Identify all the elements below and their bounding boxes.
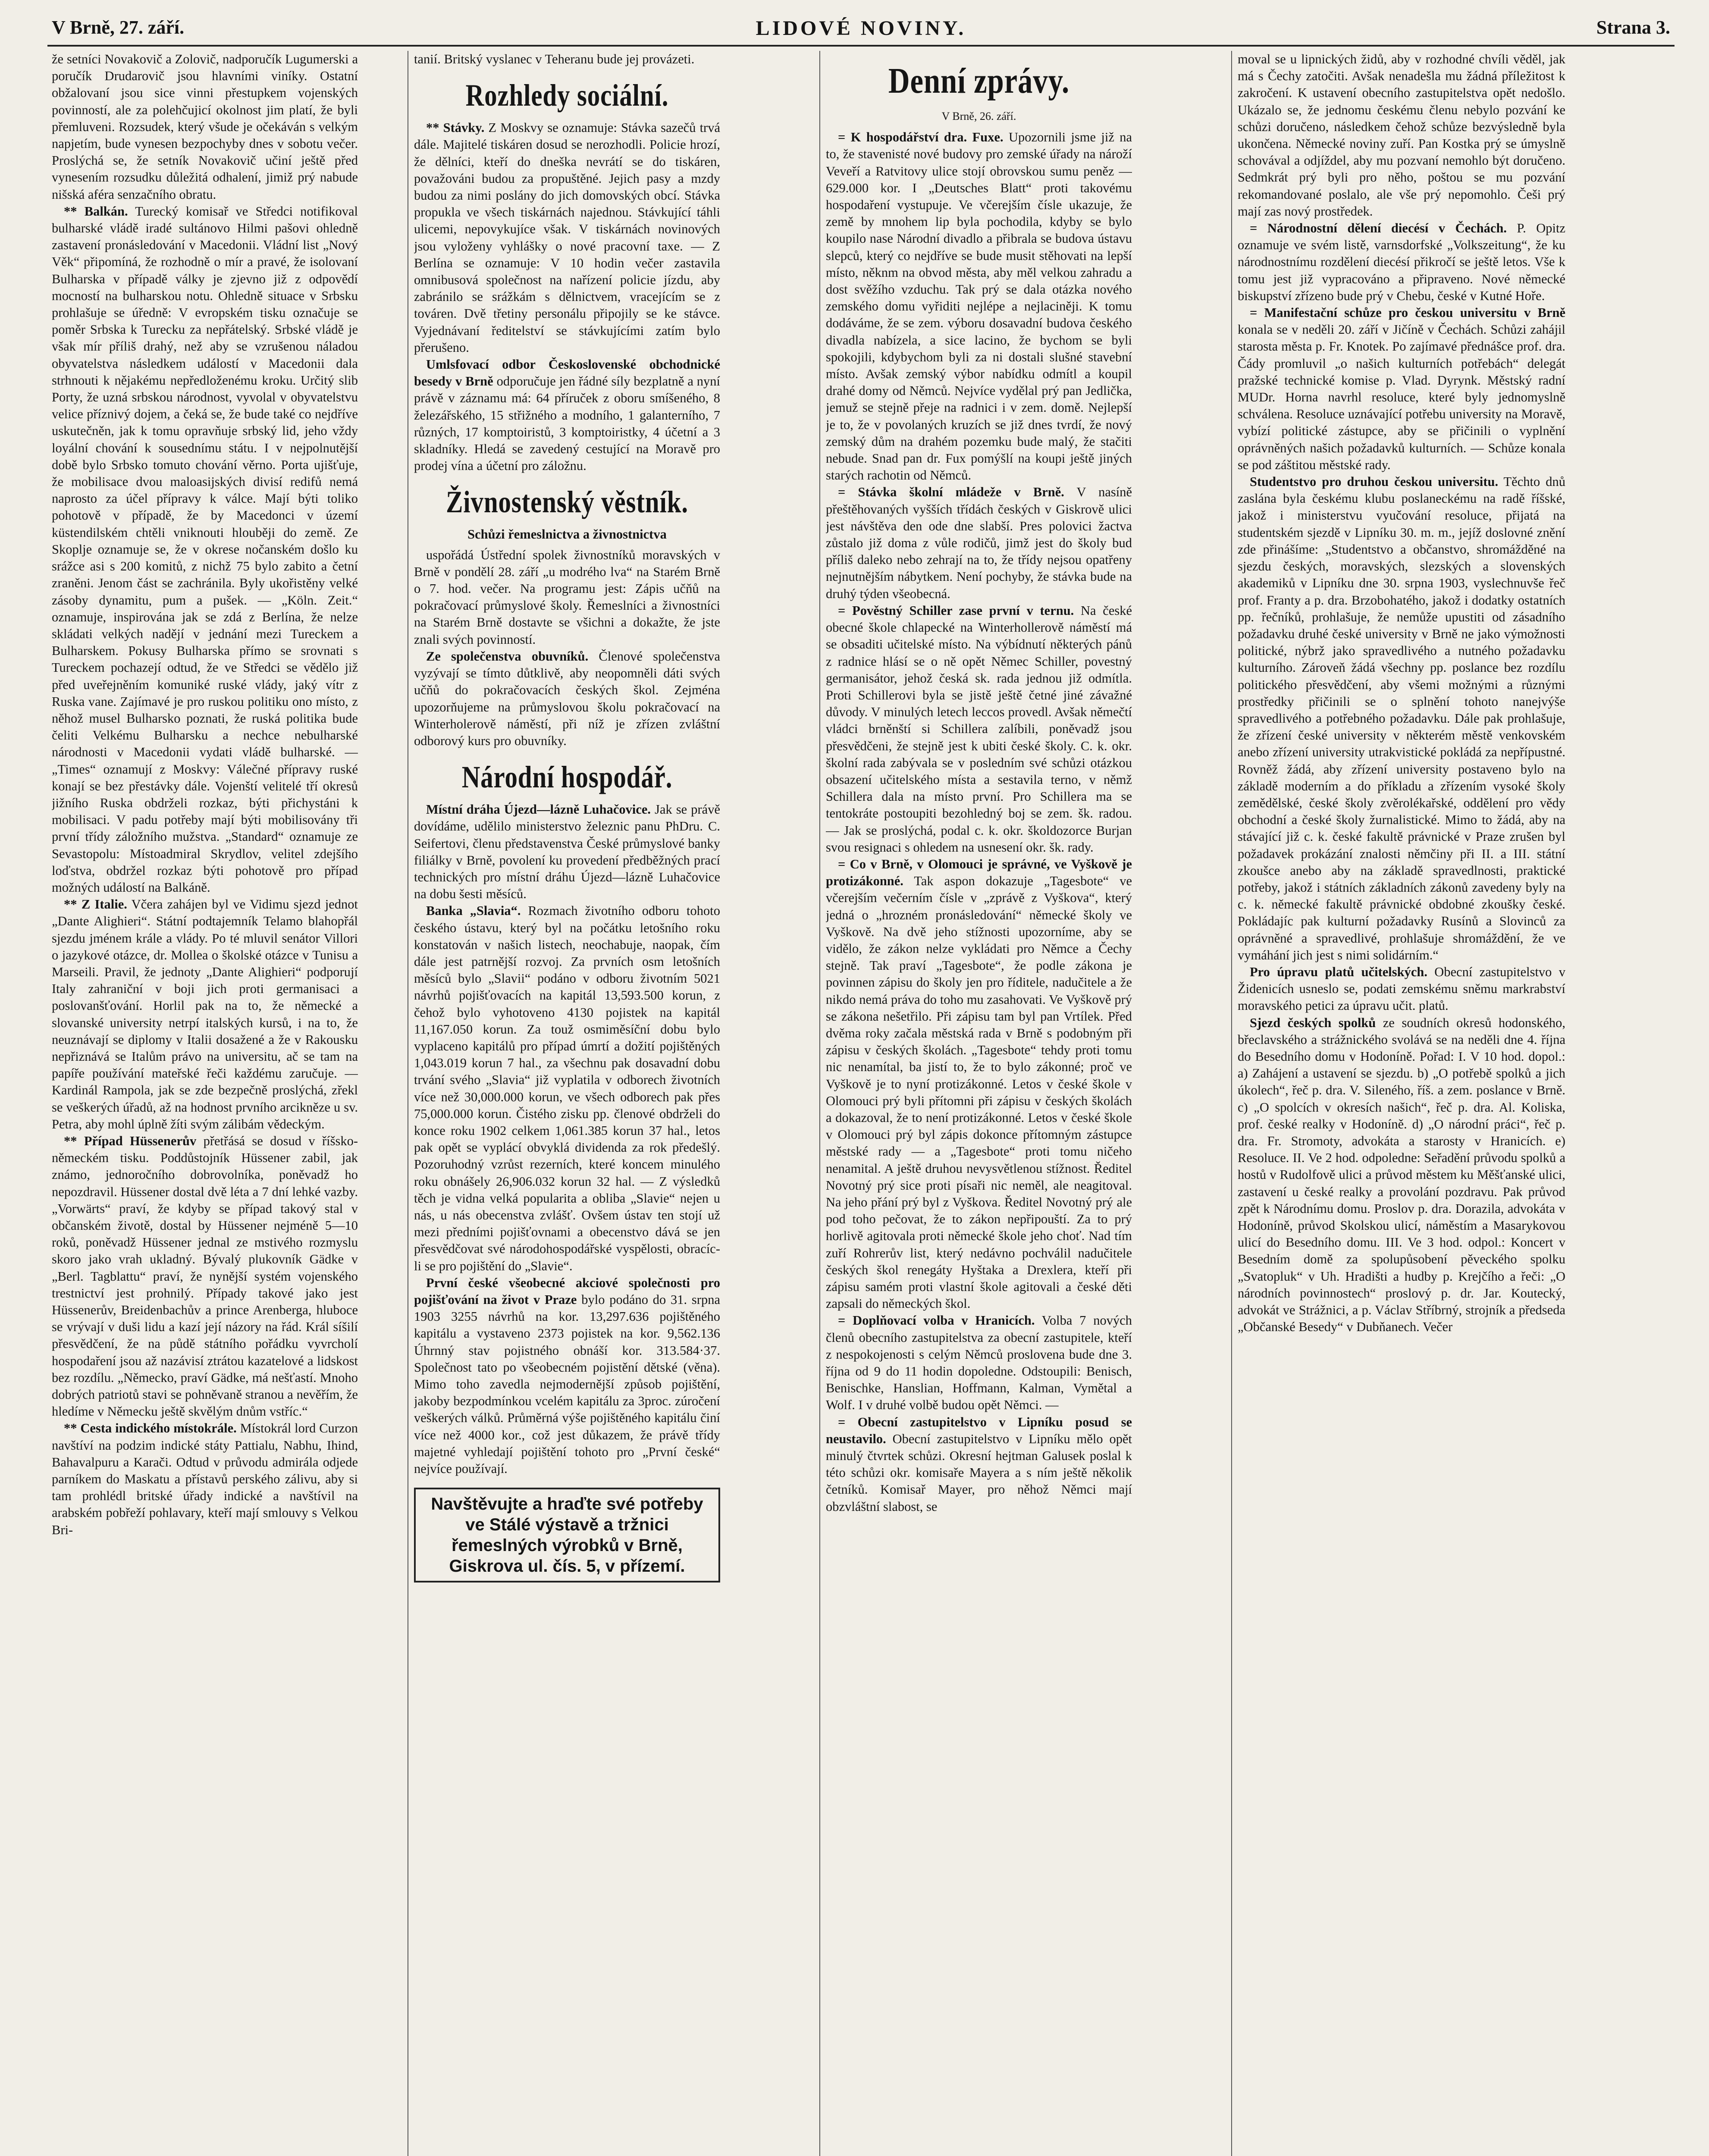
header-date: V Brně, 27. září. (52, 17, 185, 38)
article-heading: ** Případ Hüssenerův (64, 1134, 197, 1148)
article-slavia (414, 903, 720, 1274)
column-divider (819, 51, 820, 2156)
article-heading: První české všeobecné akciové společnosti pro pojišťování na život v Praze (414, 1275, 720, 1307)
section-title-denni: Denní zprávy. (888, 61, 1070, 101)
article-lipnik (826, 1414, 1132, 1515)
article-platy (1238, 964, 1565, 1015)
article-continuation: moval se u lipnických židů, aby v rozhodné chvíli věděl, jak má s Čechy zatočiti. Avšak nenadešla mu žádná příležitost k zakročení. K ustavení obecního zastupitelstva opět nedošlo. Ukázalo se, že jednomu českému členu nebylo pozvání ke schůzi doručeno, následkem čehož schůze bezvýsledně byla ukončena. Německé noviny zuří. Pan Kostka prý se úmyslně schovával a odjíždel, aby mu pozvaní nemohlo být doručeno. Sedmkrát prý byli pro něho, poštou se mu pozvání rekomandované poslalo, ale vše prý nepomohlo. Češi prý mají zas nový prostředek. (1238, 52, 1565, 219)
article-heading: Místní dráha Újezd—lázně Luhačovice. (426, 802, 651, 817)
article-stavky (414, 119, 720, 356)
article-heading: ** Stávky. (426, 120, 485, 135)
article-body: Včera zahájen byl ve Vidimu sjezd jednot „Dante Alighieri“. Státní podtajemník Telamo blahopřál sjezdu jménem krále a vlády. Po té mluvil senátor Villori o jazykové otázce, dr. Mollea o školské otázce v Tunisu a Marseili. Pravil, že jednoty „Dante Alighieri“ podporují Italy zahraniční v boji jich proti germanisaci a poslovanšťování. Horlil pak na to, že německé a slovanské university netrpí italských kursů, i na to, že neuznávají se diplomy v Italii dosažené a že v Rakousku nepřiznává se Italům právo na universitu, ač se tam na papíře používání mateřské řeči každému zaručuje. — Kardinál Rampola, jak se zde bezpečně proslýchá, zřekl se veškerých úřadů, až na hodnost prvního arcikněze u sv. Petra, aby mohl úplně žíti svým zálibám vědeckým. (52, 897, 358, 1131)
article-heading: Pro úpravu platů učitelských. (1250, 964, 1427, 979)
article-draha (414, 801, 720, 903)
article-body: Tak aspon dokazuje „Tagesbote“ ve včerejším večerním čísle v „zprávě z Vyškova“, který jedná o „hrozném pronásledování“ německé školy ve Vyškově. Na dvě jeho stížnosti upozorníme, aby se vidělo, že zákon nelze vykládati pro Němce a Čechy stejně. Tak praví „Tagesbote“, že podle zákona je povinnen zápisu do školy jen pro říditele, nadučitele a že nikdo nemá práva do toho mu zasahovati. Ve Vyškově prý se zákona nešetřilo. Při zápisu tam byl pan Vrtílek. Před dvěma roky začala městská rada v Brně s podobným při zápisu v českých školách. „Tagesbote“ tehdy proti tomu nic nenamítal, ba jistí to, že to bylo zákonné; proč ve Vyškově je to nyní protizákonné. Letos v české škole v Olomouci prý byli přítomni při zápisu v českých školách a dokazoval, že to není protizákonné. Letos v české škole v Olomouci prý byl zápis dokonce přítomným zástupce městské rady — a „Tagesbote“ proti tomu ničeho nenamital. A ještě druhou nevysvětlenou stížnost. Ředitel Novotný prý sice proti písaři nic neměl, ale neagitoval. Na jeho přání prý byl z Vyškova. Ředitel Novotný prý ale pod toho pečovat, že to zákon nepřipouští. Za to prý horlivě agitovala proti německé škole jeho choť. Nad tím zuří Rohrerův list, který nedávno pochválil nadučitele českých škol renegáty Hyštaka a Drexlera, kteří při zápisu samém proti vlastní škole agitovali a české děti zapsali do německých škol. (826, 874, 1132, 1311)
column-2 (414, 51, 720, 2156)
article-heading: Banka „Slavia“. (426, 903, 521, 918)
article-body: Obecní zastupitelstvo v Lipníku mělo opět minulý čtvrtek schůzi. Okresní hejtman Galusek poslal k této schůzi okr. komisaře Mayera a s ním ještě několik četníků. Komisař Mayer, pro něhož Němci mají obzvláštní slabost, se (826, 1431, 1132, 1514)
header-rule (47, 45, 1675, 47)
article-body: konala se v neděli 20. září v Jičíně v Čechách. Schůzi zahájil starosta města p. Fr. Knotek. Po zajímavé přednášce prof. dra. Čády promluvil „o našich kulturních potřebách“ delegát pražské technické komise p. Vlad. Dyrynk. Městský radní MUDr. Horna navrhl resoluce, které byly jednomyslně schválena. Resoluce uznávající potřebu university na Moravě, vybízí politické zástupce, aby se přičinili o vyplnění oprávněných našich požadavků kulturních. — Schůze konala se pod záštitou městské rady. (1238, 322, 1565, 472)
article-fux (826, 129, 1132, 484)
article-body: Členové společenstva vyzývají se tímto důtklivě, aby neopomněli dáti svých učňů do pokračovacích českých škol. Zejména upozorňujeme na průmyslovou školu pokračovací na Winterholerově náměstí, při níž je zřízen zvláštní odborový kurs pro obuvníky. (414, 649, 720, 748)
article-heading: Ze společenstva obuvníků. (426, 649, 589, 664)
section-title-narodni: Národní hospodář. (461, 760, 673, 795)
article-body: Těchto dnů zaslána byla českému klubu poslaneckému na radě říšské, jakož i ministerstvu vyučování resoluce, přijatá na studentském sjezdě v Lipníku 30. m. m., jejíž doslovné znění zde přinášíme: „Studentstvo a občanstvo, shromážděné na sjezdu českých, moravských, slezských a slovenských akademiků v Lipníku dne 30. srpna 1903, vyslechnuvše řeč prof. Franty a p. dra. Brzobohatého, jakož i dodatky ostatních pp. řečníků, prohlašuje, že nemůže upustiti od zásadního požadavku druhé české university v Brně ne jako výmožnosti politické, nýbrž jako spravedlivého a nutného požadavku kulturního. Zároveň žádá všechny pp. poslance bez rozdílu politického přesvědčení, aby všemi možnými a různými prostředky přičinili se o splnění tohoto nanejvýše spravedlivého a potřebného požadavku. Dále pak prohlašuje, že zřízení české university v některém městě venkovském anebo zřízení university utrakvistické pokládá za nepřípustné. Rovněž žádá, aby zřízení university postaveno bylo na základě moderním a do příkladu a zřízením vysoké školy zemědělské, české školy zvěrolékařské, oddělení pro vědy obchodní a české školy žurnalistické. Mimo to žádá, aby na stávající již c. k. české fakultě právnické v Praze zrušen byl požadavek prokázání znalosti němčiny při II. a III. státní zkoušce anebo aby na základě spravedlnosti, praktické potřeby, jakož i státních základních zákonů zavedeny byly na c. k. německé fakultě právnické obdobné zkoušky české. Pokládajíc pak kulturní požadavky Rusínů a Slovinců za oprávněné a spravedlivé, prohlašuje shromáždění, že ve vymáhání jich jest s nimi solidárním.“ (1238, 474, 1565, 962)
article-indie (52, 1420, 358, 1538)
article-body: uspořádá Ústřední spolek živnostníků moravských v Brně v pondělí 28. září „u modrého lva“ na Starém Brně o 7. hod. večer. Na programu jest: Zápis učňů na pokračovací průmyslové školy. Řemeslníci a živnostníci na Starém Brně dostavte se všichni a dokažte, že jste znali svých povinností. (414, 547, 720, 647)
article-heading: Sjezd českých spolků (1250, 1015, 1376, 1030)
section-title-social: Rozhledy sociální. (465, 78, 669, 113)
article-dieces (1238, 220, 1565, 304)
article-balkan (52, 203, 358, 896)
article-hussener (52, 1133, 358, 1420)
article-body: Místokrál lord Curzon navštíví na podzim indické státy Pattialu, Nabhu, Ihind, Bahavalpuru a Karači. Odtud v průvodu admirála odjede parníkem do Maskatu a přístavů perského zálivu, aby si tam prohlédl britské úřady indické a navštívil na arabském pobřeží pohlavary, kteří mají smlouvy s Velkou Bri- (52, 1421, 358, 1537)
article-heading: = Pověstný Schiller zase první v ternu. (838, 603, 1074, 618)
article-manif (1238, 304, 1565, 473)
section-title-zivnost: Živnostenský věstník. (446, 485, 688, 520)
article-italie (52, 896, 358, 1133)
article-body: V nasíně přeštěhovaných vyšších třídách českých v Giskrově ulici jest návštěva den ode dne slabší. Pres polovici žactva zůstalo již doma z vůle rodičů, jimž jest do školy bud příliš daleko nebo zehrají na to, že třídy nejsou opatřeny nejnutnějším nábytkem. Není pochyby, že stávka bude na druhý týden všeobecná. (826, 485, 1132, 601)
article-heading: = Stávka školní mládeže v Brně. (838, 485, 1064, 500)
article-body: přetřásá se dosud v říšsko-německém tisku. Poddůstojník Hüssener zabil, jak známo, jednoročního dobrovolníka, poněvadž ho nepozdravil. Hüssener dostal dvě léta a 7 dní lehké vazby. „Vorwärts“ praví, že kdyby se případ takový stal v občanském životě, dostal by Hüssener nejméně 5—10 roků, poněvadž Hüssener jednal ze mstivého rozmyslu skoro jako vrah ukladný. Bývalý plukovník Gädke v „Berl. Tagblattu“ praví, že nynější systém vojenského trestnictví jest prohnilý. Případy takové jako jest Hüssenerův, Breidenbachův a prince Arenberga, hluboce se vrývají v duši lidu a kazí její názory na řád. Král síšilí přesvědčení, že na půdě státního pořádku vyvrcholí hospodaření jsou až nazávisí ztrátou kazatelové a lidskost bez rozdílu. „Německo, praví Gädke, má nešťastí. Mnoho dobrých patriotů stavi se pohněvaně stranou a nevěřím, že hledíme v Německu ještě skvělým dnům vstříc.“ (52, 1134, 358, 1419)
article-heading: = Doplňovací volba v Hranicích. (838, 1313, 1035, 1328)
article-umluv (414, 356, 720, 474)
page-number: Strana 3. (1596, 17, 1670, 38)
article-body: Jak se právě dovídáme, udělilo ministerstvo železnic panu PhDru. C. Seifertovi, členu představenstva České průmyslové banky filiálky v Brně, povolení ku provedení předběžných prací technických pro místní dráhu Újezd—lázně Luhačovice na dobu šesti měsíců. (414, 802, 720, 902)
article-heading: = K hospodářství dra. Fuxe. (838, 130, 1003, 145)
article-continuation: tanií. Britský vyslanec v Teheranu bude jej provázeti. (414, 52, 695, 66)
article-body: Volba 7 nových členů obecního zastupitelstva za obecní zastupitele, kteří z nespokojenosti s celým Němců proslovena bude dne 3. října od 9 do 11 hodin dopoledne. Odstoupili: Benisch, Benischke, Hanslian, Hoffmann, Kalman, Vymětal a Wolf. I v druhé volbě budou opět Němci. — (826, 1313, 1132, 1413)
article-heading: ** Balkán. (64, 204, 128, 219)
page-header (52, 16, 1670, 42)
article-schiller (826, 602, 1132, 856)
article-heading: Umlsfovací odbor Československé obchodnické besedy v Brně (414, 357, 720, 389)
article-olomouc (826, 856, 1132, 1312)
column-4 (1238, 51, 1565, 2156)
article-heading: = Manifestační schůze pro českou universitu v Brně (1250, 305, 1565, 320)
article-heading: = Co v Brně, v Olomouci je správné, ve Vyškově je protizákonné. (826, 856, 1132, 889)
article-body: Rozmach životního odboru tohoto českého ústavu, který byl na počátku letošního roku konstatován v našich listech, neochabuje, naopak, čím dále jest patrnější rozvoj. Za prvních osm letošních měsíců bylo „Slavii“ podáno v odboru životním 5021 návrhů pojišťovacích na kapitál 13,593.500 korun, z čehož bylo vyhotoveno 4130 pojistek na kapitál 11,167.050 korun. Za touž osmiměsíční dobu bylo vyplaceno kapitálů pro případ úmrtí a dožití pojištěných 1,043.019 korun 7 hal., za všechnu pak dosavadní dobu trvání svého „Slavia“ již vyplatila v odborech životních více než 30,000.000 korun, ve všech odborech pak přes 75,000.000 korun. Čistého zisku pp. členové obdrželi do konce roku 1902 celkem 1,061.385 korun 37 hal., letos pak opět se vyplácí obvyklá dividenda za rok předešlý. Pozoruhodný vzrůst rezerních, které koncem minulého roku obnášely 26,906.032 korun 32 hal. — Z výsledků těch je vidna velká popularita a obliba „Slavie“ nejen u nás, u nás obecenstva zvlášť. Ovšem ústav ten stojí už mezi předními pojišťovnami a obecenstvo dává se jen přesvědčovat své národohospodářské vyspělosti, obracíc-li se pro pojištění do „Slavie“. (414, 903, 720, 1273)
article-studenti (1238, 473, 1565, 964)
article-heading: Studentstvo pro druhou českou universitu. (1250, 474, 1499, 489)
article-prvni (414, 1275, 720, 1477)
article-body: Turecký komisař ve Středci notifikoval bulharské vládě iradé sultánovo Hilmi pašovi ohledně zastavení pronásledování v Macedonii. Vládní list „Nový Věk“ připomíná, že rozhodně o mír a pravé, že isolovaní Bulharska v případě války je zjevno již z odpovědí mocností na bulharskou notu. Ohledně situace v Srbsku prohlašuje se úředně: V evropském tisku označuje se poměr Srbska k Turecku za nepřátelský. Srbské vládě je však mír příliš drahý, než aby se vzrušenou náladou obyvatelstva následkem událostí v Macedonii dala strhnouti k nějakému nepředloženému kroku. Určitý slib Porty, že uzná srbskou národnost, vyvolal v obyvatelstvu velice příznivý dojem, a čeká se, že bude také co nejdříve uskutečněn, jak k tomu opravňuje srbský lid, jeho vždy loyální chování k sousednímu státu. I v nejpolnutější době bylo Srbsko tomuto chování věrno. Porta ujišťuje, že mobilisace dvou maloasijských divisí redifů nemá naprosto za účel přípravy k válce. Mají býti toliko pohotově v případě, že by Macedonci v území küstendilském chtěli vniknouti hlouběji do země. Ze Skoplje oznamuje se, že v okrese nočanském došlo ku srážce asi s 200 komitů, z nichž 75 bylo zabito a četní zraněni. Jenom část se zachránila. Byly ukořistěny velké zásoby dynamitu, pum a pušek. — „Köln. Zeit.“ oznamuje, inspirována jak se zdá z Berlína, že nelze skládati velkých nadějí v jednání mezi Tureckem a Bulharskem. Pokusy Bulharska přímo se srovnati s Tureckem pochazejí odtud, že ve Středci se vědělo již před uveřejněním komuniké ruské vlády, jaký vítr z Ruska vane. Zajímavé je pro ruskou politiku ono místo, z něhož musel Bulharsko poznati, že ruská politika bude čeliti Velkému Bulharsku a nechce nebulharské národnosti v Macedonii vydati vládě bulharské. — „Times“ oznamují z Moskvy: Válečné přípravy ruské konají se bez přestávky dále. Vojenští velitelé tří okresů jižního Ruska obdrželi rozkaz, býti přichystáni k mobilisaci. V padu potřeby mají býti mobilisovány tři první třídy záložního mužstva. „Standard“ oznamuje ze Sevastopolu: Místoadmiral Skrydlov, velitel zdejšího loďstva, obdržel rozkaz býti pohotově pro případ možných událostí na Balkáně. (52, 204, 358, 895)
column-divider (1231, 51, 1232, 2156)
article-heading: = Národnostní dělení diecésí v Čechách. (1250, 221, 1507, 236)
article-obuvnik (414, 648, 720, 749)
article-hranice (826, 1312, 1132, 1413)
article-body: Z Moskvy se oznamuje: Stávka sazečů trvá dále. Majitelé tiskáren dosud se nerozhodli. Policie hrozí, že dělníci, kteří do dneška nevrátí se do tiskáren, považováni budou za propuštěné. Jejich pasy a mzdy budou za nimi poslány do jich domovských obcí. Stávka propukla ve všech tiskárnách najednou. Stávkující táhli ulicemi, nepovykujíce však. V tiskárnách novinových jsou vyloženy vyhlášky o nové pracovní taxe. — Z Berlína se oznamuje: V 10 hodin večer zastavila omnibusová společnost na nařízení policie jízdu, aby zabránilo se srážkám s dělnictvem, vracejícím se z továren. Dvě třetiny personálu připojily se ke stávce. Vyjednávaní ředitelství se stávkujícími zatím bylo přerušeno. (414, 120, 720, 355)
newspaper-title: LIDOVÉ NOVINY. (756, 17, 966, 40)
article-sjezd (1238, 1015, 1565, 1336)
article-body: Obecní zastupitelstvo v Židenicích usneslo se, podati zemskému sněmu markrabství moravského petici za úpravu učit. platů. (1238, 964, 1565, 1013)
dateline: V Brně, 26. září. (941, 110, 1016, 122)
article-heading: ** Z Italie. (64, 897, 127, 912)
article-stavka (826, 484, 1132, 602)
advertisement-box: Navštěvujte a hraďte své potřeby ve Stálé výstavě a tržnici řemeslných výrobků v Brně, Giskrova ul. čís. 5, v přízemí. (414, 1488, 720, 1583)
column-3 (826, 51, 1132, 2156)
article-heading: Schůzi řemeslnictva a živnostnictva (467, 527, 667, 542)
article-body: P. Opitz oznamuje ve svém listě, varnsdorfské „Volkszeitung“, že ku národnostnímu rozdělení diecésí přikročí se ještě letos. Vše k tomu jest již vypracováno a připraveno. Nové německé biskupství zřízeno bude prý v Chebu, české v Kutné Hoře. (1238, 221, 1565, 303)
article-body: ze soudních okresů hodonského, břeclavského a strážnického svolává se na neděli dne 4. října do Besedního domu v Hodoníně. Pořad: I. V 10 hod. dopol.: a) Zahájení a ustavení se sjezdu. b) „O potřebě spolků a jich úkolech“, řeč p. dra. V. Sileného, říš. a zem. poslance v Brně. c) „O spolcích v okresích našich“, řeč p. dra. Al. Koliska, prof. české realky v Hodoníně. d) „O národní práci“, řeč p. dra. Fr. Stromoty, advokáta a starosty v Hranicích. e) Resoluce. II. Ve 2 hod. odpoledne: Seřadění průvodu spolků a hostů v Rudolfově ulici a průvod městem ku Měšťanské ulici, zastavení u české realky a provolání pozdravu. Pak průvod zpět k Národnímu domu. Proslov p. dra. Dorazila, advokáta v Hodoníně, průvod Skolskou ulicí, náměstím a Masarykovou ulicí do Besedního domu. III. Ve 3 hod. odpol.: Koncert v Besedním domě za spolupůsobení pěveckého spolku „Svatopluk“ v Uh. Hradišti a hudby p. Krejčího a řeči: „O národních povinnostech“ proslový p. dr. Jar. Koutecký, advokát ve Strážnici, a p. Václav Stříbrný, strojník a předseda „Občanské Besedy“ v Dubňanech. Večer (1238, 1015, 1565, 1335)
article-continuation: že setníci Novakovič a Zolovič, nadporučík Lugumerski a poručík Drudarovič jsou hlavními viníky. Ostatní obžalovaní jsou sice vinni přestupkem vojenských povinností, ale za polehčujicí okolnost jim platí, že byli přemluveni. Rozsudek, který všude je očekáván s velkým napjetím, bude vynesen bezpochyby dnes v sobotu večer. Proslýchá se, že setník Novakovič učiní ještě před vynesením rozsudku důležitá odhalení, jimiž prý nabude nišská aféra senzačního obratu. (52, 52, 358, 202)
article-body: Upozornili jsme již na to, že stavenisté nové budovy pro zemské úřady na nároží Veveří a Ratvitovy ulice stojí obrovskou sumu peněz — 629.000 kor. I „Deutsches Blatt“ proti takovému hospodaření vystupuje. Ve včerejším čísle ukazuje, že země by mnohem lip byla pochodila, kdyby se bylo koupilo nase Národní divadlo a přibrala se budova ústavu slepců, který co nejdříve se bude musit stěhovati na lepší místo, něknm na obvod města, aby měl velkou zahradu a dost svěžího vzduchu. Tak prý se dala otázka nového zemského domu vyřiditi nejlépe a nejlaciněji. K tomu dodáváme, že se zem. výboru dosavadní budova českého divadla nabízela, a sice lacino, že bychom se byli spokojili, kdybychom byli za ni dostali slušné stavební místo. Avšak zemský výbor nabídku odmítl a koupil drahé domy od Němců. Nejvíce vydělal prý pan Jedlička, jemuž se stejně přeje na radnici i v zem. domě. Nejlepší je to, že v povolaných kruzích se již dnes tvrdí, že nový zemský dům na drahém pozemku bude malý, že stačiti nebude. Snad pan dr. Fux pomýšlí na koupi ještě jiných starých rachotin od Němců. (826, 130, 1132, 483)
article-body: Na české obecné škole chlapecké na Winterhollerově náměstí má se obsaditi učitelské místo. Na výbídnutí některých pánů z radnice hlásí se o ně opět Němec Schiller, povestný germanisátor, jehož česká sk. rada jednou již odmítla. Proti Schillerovi byla se jistě ještě četné jiné závažné důvody. V minulých letech leccos provedl. Avšak němečtí vládci brněnští si Schillera zalíbili, poněvadž jsou přesvědčeni, že stejně jest k ubiti české školy. C. k. okr. školní rada zabývala se v posledním své schůzi otázkou obsazení učitelského místa a sestavila terno, v němž Schillera dala na místo první. Pro Schillera ma se tentokráte postoupiti bezohledný boj se zem. šk. radou. — Jak se proslýchá, podal c. k. okr. školdozorce Burjan svou resignaci s ohledem na usnesení okr. šk. rady. (826, 603, 1132, 855)
article-heading: ** Cesta indického místokrále. (64, 1421, 237, 1436)
column-1 (52, 51, 358, 2156)
article-body: odporučuje jen řádné síly bezplatně a nyní právě v záznamu má: 64 příruček z oboru smíšeného, 8 železářského, 15 střižného a modního, 1 galanterního, 7 různých, 17 komptoiristů, 3 komptoiristky, 4 účetní a 3 skladníky. Hledá se zavedený cestující na Moravě pro prodej vína a účetní pro záložnu. (414, 374, 720, 473)
article-body: bylo podáno do 31. srpna 1903 3255 návrhů na kor. 13,297.636 pojištěného kapitálu a vystaveno 2373 pojistek na kor. 9,562.136 Úhrnný stav pojistného obnáší kor. 313.584·37. Společnost tato po všeobecném pojistění dětské (věna). Mimo toho zavedla nejmodernější způsob pojištění, jakoby bezpodmínkou vcelém kapitálu za 3proc. zúročení veškerých válků. Průměrná výše pojištěného kapitálu činí více než 4000 kor., což jest důkazem, že právě třídy majetné vyhledají pojištění tohoto pro „První české“ nejvíce používají. (414, 1292, 720, 1476)
article-heading: = Obecní zastupitelstvo v Lipníku posud se neustavilo. (826, 1414, 1132, 1446)
